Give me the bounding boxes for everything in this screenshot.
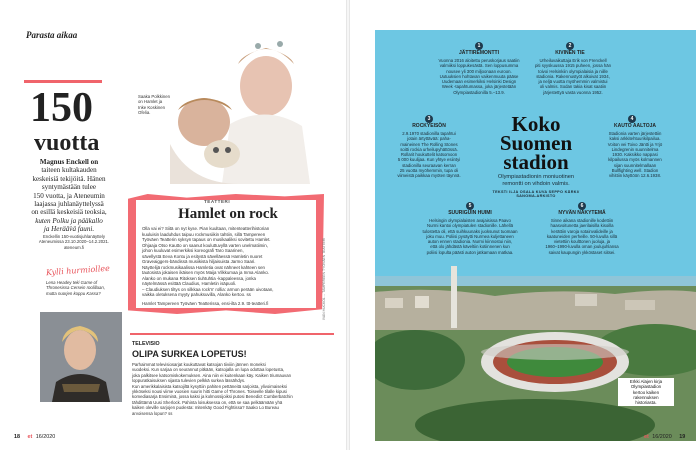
section-text-line: maineinen The Rolling Stones [400, 141, 458, 147]
section-text-line: kaatuneiden perheille. 50-luvulla sillä [546, 233, 618, 239]
credit-line: SANOMA-ARKISTO [516, 194, 556, 198]
photo-caption-line: on Hamlet ja [138, 99, 163, 105]
section-text-line: kilpailussa myös kolmannen [608, 157, 662, 163]
section-text-line: 2.9.1970 stadionilla tapahtui [402, 131, 456, 136]
section-text-line: tulostetta oli, että suihkuunaks juoksunut tuomaan [422, 228, 518, 234]
section-text-line: Stadionia varten järjestettiin [608, 131, 662, 136]
section-text-line: 5 000 kuulijaa. Kun yhtye esiintyi [397, 157, 461, 163]
tv-text-line: joka palkitsee katsomiskokemuksen. Aina niin ei kuitenkaan käy. Kaiken triumauvan [132, 372, 291, 378]
section-title: JÄTTIREMONTTI [459, 50, 499, 56]
headline-line: stadion [503, 150, 569, 174]
headline [488, 112, 584, 174]
section-text-line: Uutuuksien hohtavan vaikenmuuta pääse [439, 73, 519, 79]
section-text-line: Nurmi kantoi olympiatulen stadionille. Lähellä [427, 223, 513, 229]
section-text-line: että olo jähdästä käveltiin kotiinnenen kun [430, 244, 510, 250]
tv-rule [130, 333, 334, 335]
photo-caption [138, 94, 178, 116]
section-text-line: jotain ärtyttävää: paha- [407, 136, 451, 142]
hamlet-text-line: Näyttelijä rockmusikaalissa Hamletia ovat nähneet kahteen sen [142, 264, 266, 270]
section-title: KIVINEN TIE [555, 50, 585, 56]
intro-text [20, 158, 118, 234]
intro-line: syntymästään tulee [41, 183, 97, 192]
lena-caption-line: mutta nuorjen koppu Kassa? [46, 290, 101, 296]
section-text-line: 1960–1990-luvulla oman joulujuhlansa [545, 244, 619, 250]
lena-caption-line: Lena Headey teki Game of [46, 280, 98, 285]
tv-text-line: arvoisensa lopun? ss [132, 410, 173, 416]
footer-mag: et [644, 434, 649, 440]
section-text [386, 131, 472, 179]
headline-line: Suomen [499, 131, 573, 155]
tv-text-line: vuodeksi. Kun sarjaa on seurannut pitkään, katsojalla on lupa odottaa lopetusta, [132, 367, 285, 373]
section-text-line: Olympiastadionilla 5.–13.9. [453, 89, 505, 95]
hamlet-text-line: Olla vai ei? Siitä on nyt kyse. Pian kuultaan, mitenteatterihistorian [142, 226, 270, 231]
intro-line: on esillä keskeisiä teoksia, [31, 208, 107, 217]
tv-text-line: komediasarja Ensiminä, jossa kaksi ja kolmossijoiksi putosi Benedict Cumberbatchin [132, 394, 293, 400]
section-number: 5 [466, 202, 474, 210]
section-text-line: soitti rockia urheilupyhättössä. [400, 146, 458, 152]
teatteri-label: TEATTERI [204, 199, 231, 204]
section-text-line: Vuonna 2016 aloitettu peruskorjaus saatiin [438, 58, 520, 63]
section-text [416, 218, 524, 255]
intro-line: 150 vuotta, ja Ateneumin [33, 191, 105, 200]
section-kicker: Parasta aikaa [26, 30, 78, 40]
stadium-caption-line: kertoo kaiken [632, 389, 660, 395]
lena-illustration [40, 312, 122, 402]
tv-text-line: Parhaimmat televisiosarjat koukuttavat katsojan tiiviiin jännen moneksi [132, 362, 266, 367]
footer-mag: et [27, 434, 33, 440]
section-text-line: Rollarit houkuttelit katsomoon [400, 152, 458, 158]
section-text-line: sijan suunnitelmallaan [613, 162, 657, 168]
section-text-line: järjestettyä vasta vuonna 1952. [543, 89, 603, 95]
intro-line: laajassa juhlanäyttelyssä [34, 200, 104, 209]
exhibit-caption-line: Enckellin 150-vuotisjuhlanäyttely [42, 234, 106, 239]
exhibit-caption-line: Ateneumissa 23.10.2020–14.2.2021. [38, 239, 110, 245]
section-text-line: 1930. Kaksikko nappasi [612, 152, 658, 158]
section-text-line: stadionilla seuraavan kerran [402, 162, 456, 168]
section-text-line: Sinne aikana stadionille kodettiin [550, 218, 614, 223]
section-text-line: vietettiin koulttonen juoluja, ja [553, 239, 611, 245]
hamlet-text-line: Hamlet Tampereen Työväen Teatterissa, ensi-ilta 2.9. ttt-teatteri.fi [142, 300, 269, 306]
left-page-number [14, 434, 55, 440]
section-text-line: ja neljä vuotta myöhemmin valmistui [538, 79, 608, 85]
photo-caption-line: Ofelia. [138, 110, 151, 116]
big-number: 150 [30, 85, 93, 131]
script-title: Kylli hurmiollee [45, 263, 111, 278]
section-text-line: valmiiksi loppukesästä. Sen loppusumma [439, 63, 519, 69]
stadium-caption-line: rakennuksen [633, 394, 659, 400]
pink-rule [24, 80, 102, 83]
intro-line: kuten Polku ja pääkallo [35, 216, 103, 225]
section-text-line: oli valmis. Sodan takia kisat saatiin [539, 84, 607, 90]
hamlet-text-line: Graveaiggers-bändissä musiikista hiljaisuista Jarmo Saari. [142, 259, 256, 264]
hamlet-text-line: näytelmässä esittää Claudius, Hamletin isäpuoli. [142, 281, 237, 286]
tv-text-line: tähdittämä Uusi Sherlock. Pahinta loisuksessa on, että se saa pelkäämään yhä [132, 399, 283, 405]
tv-text [132, 362, 342, 416]
section-text-line: joku muu. Poliisi pysäytti Nurmea kuljettaneen [426, 233, 514, 239]
exhibit-caption [34, 234, 114, 250]
tv-text-line: ykköseksi nousi viime vuosien suurin hitti Game of Thrones. Toiseelle tilalle kipusi [132, 389, 287, 395]
page-fold [346, 0, 350, 450]
section-number: 4 [628, 115, 636, 123]
stadium-caption-line: Erkki Alajen kirja [629, 379, 663, 384]
hamlet-text-line: – Claudiuksen tiltys on silkkaa rock'n' rollia: armon perään uivotaan, [142, 286, 274, 292]
section-number: 6 [578, 202, 586, 210]
section-text-line: haasvoitunetta jaerilaisilla kisoilla [550, 223, 614, 229]
section-text [426, 58, 532, 95]
section-text-line: poliisi lopulta päästi auton jatkamaan matkaa. [426, 249, 514, 255]
hamlet-text-line: Alanko on mukana Ritoksen tiuhtuhtia -kappaleessa, jonka [142, 275, 256, 281]
section-text-line: Lindegrenin suunnitelma [611, 146, 659, 152]
stadium-caption [618, 378, 674, 406]
credit-line: TEKSTI ILJA OSALA KUVA SEPPO KÄRKI/ [492, 190, 580, 194]
section-text-line: Bullfighting well. Stadion [611, 168, 659, 174]
section-title: ROCKYEISÖN [412, 123, 446, 129]
tv-text-line: Kun amerikkalaisista katsojiltä kysyttiin pahiten pettäneitä sarjoista, ylivoimaiseksi [132, 383, 287, 389]
section-title: KAUTO AALTOJA [613, 123, 657, 129]
page-number: 19 [679, 434, 686, 440]
section-number: 3 [425, 115, 433, 123]
hamlet-text-line: kuuluisin laaduhdus taipuu rockmusiikin tahtiin, sillä Tampereen [142, 231, 266, 237]
section-text-line: Week -tapahtumassa, joka järjestetään [441, 84, 517, 90]
big-word: vuotta [34, 130, 100, 156]
section-text-line: toivoi Helsinkiin olympialaisia ja niille [538, 68, 608, 74]
section-text-line: kerättiin varoja sotainvalideille ja [551, 228, 613, 234]
tv-heading: OLIPA SURKEA LOPETUS! [132, 349, 247, 359]
section-text-line: Uudemaan esimerkiksi Helsinki Design [441, 79, 517, 85]
hamlet-title: Hamlet on rock [178, 206, 278, 222]
intro-line: taiteen kultakauden [41, 166, 97, 175]
hamlet-text-line: Ohjaaja Otso Kautto on saanut kouluttuvyllä varten unelmatiimin, [142, 242, 268, 248]
section-title: SUURIGUIN HUIMI [448, 210, 492, 216]
section-text-line: kaksi arkkitehtuurikilpailua. [609, 136, 661, 142]
hamlet-text-line: vaikka oletuksena myyty pahuksuvilla, Alanko kertoo. ss [142, 292, 251, 297]
hamlet-text-line: johon kuuluvat esimerkiksi koreografi Taro Saarinen, [142, 248, 244, 253]
credit [480, 190, 592, 198]
section-title: NYVÄN NÄKYTEMÄ [558, 210, 606, 216]
hamlet-text-line: tautosista jokaisen ikäisen myös Maija Vilkkumaa ja Inma Alanko. [142, 270, 270, 275]
hamlet-text [142, 226, 310, 306]
photo-credit-vertical: IVAN HUCKOL ... TAMPEREEN TYÖVÄEN TEATTERI [322, 237, 326, 320]
lena-caption [46, 280, 126, 296]
subhead-line: Olympiastadionin moniuotinen [497, 174, 575, 180]
page-number: 18 [14, 434, 20, 440]
footer-issue: 16/2020 [35, 434, 56, 440]
subhead [480, 174, 592, 188]
photo-caption-line: Inke Koskinen [138, 104, 165, 110]
intro-line: Magnus Enckell on [39, 158, 99, 166]
section-text-line: viimeistä paikkaa myöten täynnä. [397, 173, 461, 179]
intro-line: ja Herääv̈ä fauni. [43, 225, 95, 234]
section-text-line: Helsingin olympialaisten avajaisissa Paavo [429, 218, 511, 223]
exhibit-caption-line: ateneum.fi [63, 244, 85, 250]
lena-caption-line: Thronesissa Cersein roolillaan, [46, 285, 105, 291]
right-page-number [644, 434, 685, 440]
section-text-line: saivat kaupungin ykköstaset siitsei. [548, 249, 616, 255]
section-text-line: 25 vuotta myöhemmin, tupa oli [399, 168, 459, 174]
photo-caption-line: Saaka Polkkinen [138, 94, 171, 99]
tv-kicker: TELEVISIO [132, 341, 160, 347]
section-text-line: stadionia. Rakennustyöt alkoivat 1934, [536, 73, 610, 79]
headline-line: Koko [511, 112, 561, 136]
intro-line: keskeisiä tekijöitä. Hänen [32, 174, 106, 183]
stadium-caption-line: historiasta. [635, 400, 657, 406]
hamlet-text-line: sävellystä Eeva Kontu ja esitystä sävelläessä Hamletin nuoret [142, 253, 263, 259]
section-text-line: Urheiluvaikuttaja Erik von Frenckell [539, 58, 607, 63]
section-text-line: nousee yli 300 miljoonaan euroon. [446, 68, 512, 74]
section-text-line: vihittiin käyttöön 12.6.1938. [608, 173, 662, 179]
stadium-caption-line: Olympiastadion [630, 384, 662, 390]
section-text-line: Voiton vei Toivo Jäntti ja Yrjö [607, 141, 663, 147]
tv-text-line: loppuratkaisuksen sijasta tulevien pelkkä surkea lässähdys. [132, 378, 246, 384]
section-text [534, 218, 630, 255]
section-text [594, 131, 676, 179]
section-text-line: auton ennen stadionia. Nurmi kiinnostui niin, [427, 239, 513, 245]
section-number: 1 [475, 42, 483, 50]
tv-text-line: kaiken oleville sarjojen puolesta: mitenkäy Good Fightissa? Saako Lo Bureau [132, 405, 279, 411]
section-text-line: piti syyskuussa 1915 puheen, jossa hän [535, 63, 611, 69]
section-number: 2 [566, 42, 574, 50]
footer-issue: 16/2020 [652, 434, 672, 440]
lena-photo [40, 312, 122, 402]
hamlet-text-line: Työväen Teatterin syksyn tapaus on musikaaliksi sovitettu Hamlet. [142, 237, 271, 242]
subhead-line: remontti on vihdoin valmis. [502, 181, 570, 187]
section-text [532, 58, 614, 95]
